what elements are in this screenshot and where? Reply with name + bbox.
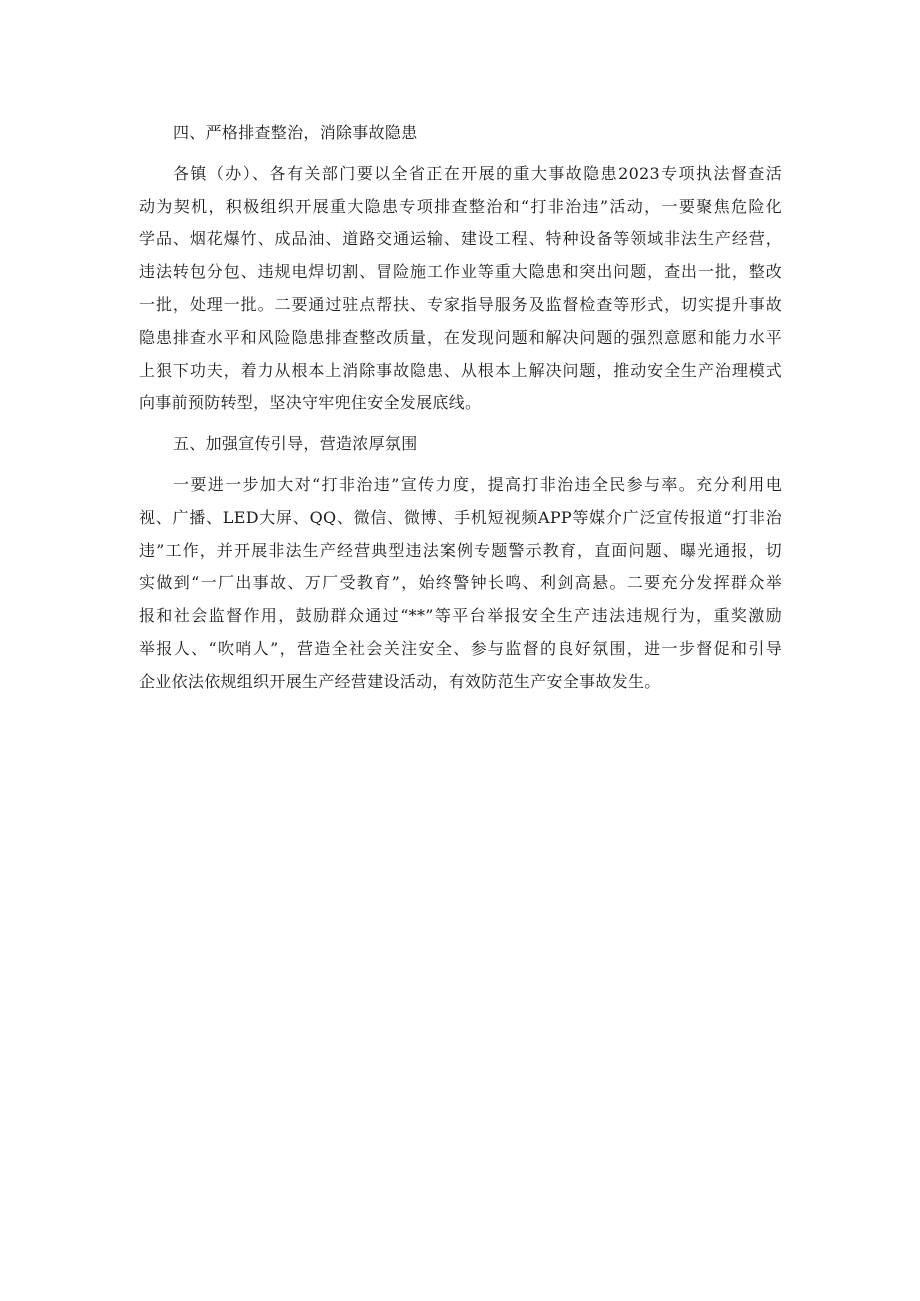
section5-gap-top	[139, 420, 782, 428]
paragraph-line: 上狠下功夫，着力从根本上消除事故隐患、从根本上解决问题，推动安全生产治理模式	[139, 360, 782, 380]
paragraph-line: 一批，处理一批。二要通过驻点帮扶、专家指导服务及监督检查等形式，切实提升事故	[139, 294, 782, 314]
paragraph-line: 实做到“一厂出事故、万厂受教育”，始终警钟长鸣、利剑高悬。二要充分发挥群众举	[139, 573, 782, 593]
section5-heading: 五、加强宣传引导，营造浓厚氛围	[173, 434, 418, 454]
paragraph-line: 视、广播、LED大屏、QQ、微信、微博、手机短视频APP等媒介广泛宣传报道“打非治	[139, 507, 782, 527]
document-body	[139, 117, 782, 699]
paragraph-line: 举报人、“吹哨人”，营造全社会关注安全、参与监督的良好氛围，进一步督促和引导	[139, 638, 782, 658]
paragraph-line: 报和社会监督作用，鼓励群众通过“**”等平台举报安全生产违法违规行为，重奖激励	[139, 606, 782, 626]
section4-paragraph	[139, 158, 782, 420]
paragraph-line: 违”工作，并开展非法生产经营典型违法案例专题警示教育，直面问题、曝光通报，切	[139, 540, 782, 560]
paragraph-line: 动为契机，积极组织开展重大隐患专项排查整治和“打非治违”活动，一要聚焦危险化	[139, 196, 782, 216]
section5-gap	[139, 461, 782, 469]
paragraph-line: 隐患排查水平和风险隐患排查整改质量，在发现问题和解决问题的强烈意愿和能力水平	[139, 327, 782, 347]
paragraph-line: 企业依法依规组织开展生产经营建设活动，有效防范生产安全事故发生。	[139, 671, 661, 691]
paragraph-line: 违法转包分包、违规电焊切割、冒险施工作业等重大隐患和突出问题，查出一批，整改	[139, 262, 782, 282]
paragraph-line: 向事前预防转型，坚决守牢兜住安全发展底线。	[139, 393, 482, 413]
paragraph-line: 学品、烟花爆竹、成品油、道路交通运输、建设工程、特种设备等领域非法生产经营，	[139, 229, 782, 249]
section4-heading: 四、严格排查整治，消除事故隐患	[173, 123, 418, 142]
section5-paragraph	[139, 469, 782, 699]
paragraph-line: 各镇（办）、各有关部门要以全省正在开展的重大事故隐患2023专项执法督查活	[173, 163, 782, 183]
paragraph-line: 一要进一步加大对“打非治违”宣传力度，提高打非治违全民参与率。充分利用电	[173, 474, 782, 494]
section4-gap	[139, 150, 782, 158]
